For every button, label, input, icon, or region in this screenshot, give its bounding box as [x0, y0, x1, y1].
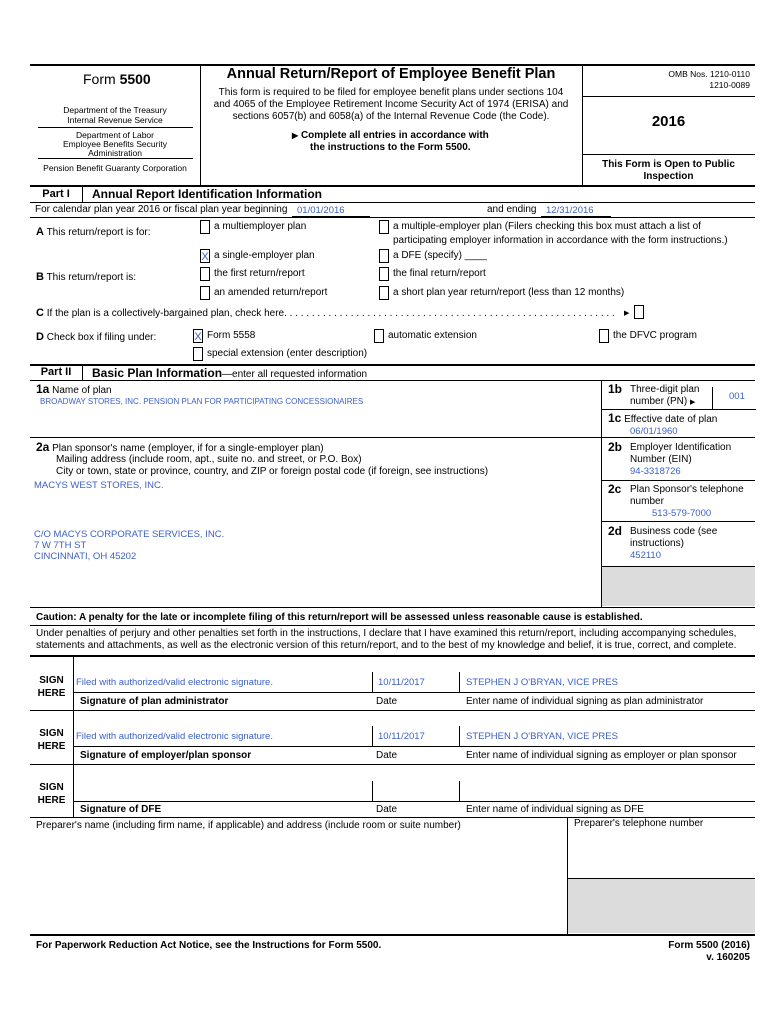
line-2b-label-1: Employer Identification — [630, 442, 732, 453]
name-admin-label: Enter name of individual signing as plan administrator — [466, 696, 704, 707]
sig-dfe-label: Signature of DFE — [80, 804, 162, 815]
multiple-employer-label-2: participating employer information in accordance with the form instructions.) — [393, 235, 728, 246]
line-a: A This return/report is for: — [36, 226, 151, 238]
multiemployer-label: a multiemployer plan — [214, 221, 307, 232]
single-employer-checkbox[interactable]: X — [201, 251, 209, 263]
preparer-name-label: Preparer's name (including firm name, if applicable) and address (include room or suite number) — [36, 820, 461, 831]
admin-signature[interactable]: Filed with authorized/valid electronic signature. — [76, 677, 273, 688]
calendar-year-text: For calendar plan year 2016 or fiscal plan year beginning — [35, 204, 288, 215]
special-extension-checkbox[interactable] — [193, 347, 203, 361]
omb-number-1: OMB Nos. 1210-0110 — [668, 69, 750, 79]
sponsor-address-1[interactable]: C/O MACYS CORPORATE SERVICES, INC. — [34, 529, 225, 540]
final-return-label: the final return/report — [393, 268, 486, 279]
collectively-bargained-checkbox[interactable] — [634, 305, 644, 319]
irs: Internal Revenue Service — [67, 115, 163, 125]
line-1b-label-1: Three-digit plan — [630, 384, 700, 395]
part-2-label: Part II — [30, 365, 83, 380]
line-d: D Check box if filing under: — [36, 331, 157, 343]
footer-version: v. 160205 — [706, 952, 750, 963]
effective-date[interactable]: 06/01/1960 — [630, 426, 678, 437]
sig-admin-label: Signature of plan administrator — [80, 696, 229, 707]
auto-extension-checkbox[interactable] — [374, 329, 384, 343]
sponsor-date[interactable]: 10/11/2017 — [378, 731, 425, 742]
sig-sponsor-label: Signature of employer/plan sponsor — [80, 750, 252, 761]
form-desc-2: and 4065 of the Employee Retirement Income Security Act of 1974 (ERISA) and — [213, 99, 569, 110]
sponsor-signature[interactable]: Filed with authorized/valid electronic signature. — [76, 731, 273, 742]
complete-instructions-1: ▶ Complete all entries in accordance with — [292, 130, 489, 141]
line-1b-label-2: number (PN) ▶ — [630, 396, 696, 407]
first-return-label: the first return/report — [214, 268, 305, 279]
part-2-title: Basic Plan Information—enter all requested information — [92, 366, 368, 380]
dfe-label: a DFE (specify) ____ — [393, 250, 487, 261]
preparer-shaded-box — [568, 878, 755, 933]
line-2a: 2a Plan sponsor's name (employer, if for a single-employer plan) — [36, 440, 324, 454]
dept-labor: Department of Labor — [76, 130, 154, 140]
perjury-text-1: Under penalties of perjury and other penalties set forth in the instructions, I declare that I have examined this return/report, including accompanying schedules, — [36, 628, 737, 639]
dfvc-label: the DFVC program — [613, 330, 697, 341]
form-desc-1: This form is required to be filed for employee benefit plans under sections 104 — [218, 87, 564, 98]
tax-year: 2016 — [651, 113, 686, 130]
shaded-box — [602, 566, 755, 606]
line-1a: 1a Name of plan — [36, 382, 112, 396]
open-inspection-1: This Form is Open to Public — [602, 159, 735, 170]
single-employer-label: a single-employer plan — [214, 250, 315, 261]
pbgc: Pension Benefit Guaranty Corporation — [43, 163, 187, 173]
line-2d-label-2: instructions) — [630, 538, 684, 549]
footer-form-year: Form 5500 (2016) — [668, 940, 750, 951]
line-1b: 1b — [608, 382, 623, 396]
line-2b: 2b — [608, 440, 623, 454]
first-return-checkbox[interactable] — [200, 267, 210, 281]
plan-name[interactable]: BROADWAY STORES, INC. PENSION PLAN FOR PARTICIPATING CONCESSIONAIRES — [40, 397, 364, 406]
sponsor-address-2[interactable]: 7 W 7TH ST — [34, 540, 87, 551]
arrow-right-icon: ▶ — [292, 131, 299, 140]
amended-return-label: an amended return/report — [214, 287, 328, 298]
line-c: C If the plan is a collectively-bargained plan, check here. . . . . . . . . . . . . . . . . . . . . . . . . . . . . . . . . . . . . . . . . . . . . . . . . . . . . . . . . . . . — [36, 307, 615, 319]
business-code[interactable]: 452110 — [630, 550, 661, 561]
amended-return-checkbox[interactable] — [200, 286, 210, 300]
admin-date[interactable]: 10/11/2017 — [378, 677, 425, 688]
line-2a-mailing: Mailing address (include room, apt., suite no. and street, or P.O. Box) — [56, 454, 362, 465]
sponsor-signer-name[interactable]: STEPHEN J O'BRYAN, VICE PRES — [466, 731, 618, 742]
form-title: Annual Return/Report of Employee Benefit Plan — [226, 66, 556, 82]
special-extension-label: special extension (enter description) — [207, 348, 368, 359]
plan-year-end[interactable]: 12/31/2016 — [546, 205, 594, 216]
plan-number-box[interactable] — [712, 387, 756, 410]
dfvc-checkbox[interactable] — [599, 329, 609, 343]
and-ending-text: and ending — [487, 204, 537, 215]
sign-here-1: SIGN HERE — [37, 675, 66, 699]
line-2c-label-2: number — [630, 496, 664, 507]
date-label-2: Date — [376, 750, 398, 761]
line-2c: 2c — [608, 482, 622, 496]
ein[interactable]: 94-3318726 — [630, 466, 681, 477]
final-return-checkbox[interactable] — [379, 267, 389, 281]
multiple-employer-checkbox[interactable] — [379, 220, 389, 234]
plan-year-begin[interactable]: 01/01/2016 — [297, 205, 345, 216]
multiemployer-checkbox[interactable] — [200, 220, 210, 234]
paperwork-notice: For Paperwork Reduction Act Notice, see the Instructions for Form 5500. — [36, 940, 382, 951]
sponsor-phone[interactable]: 513-579-7000 — [652, 508, 712, 519]
ebsa-line-2: Administration — [88, 148, 142, 158]
sponsor-address-3[interactable]: CINCINNATI, OH 45202 — [34, 551, 137, 562]
form5558-label: Form 5558 — [207, 330, 256, 341]
admin-name[interactable]: STEPHEN J O'BRYAN, VICE PRES — [466, 677, 618, 688]
sign-here-3: SIGN HERE — [37, 782, 66, 806]
short-year-checkbox[interactable] — [379, 286, 389, 300]
name-dfe-label: Enter name of individual signing as DFE — [466, 804, 644, 815]
sponsor-name[interactable]: MACYS WEST STORES, INC. — [34, 480, 164, 491]
form-label: Form 5500 — [83, 71, 151, 87]
line-2d: 2d — [608, 524, 623, 538]
sign-here-2: SIGN HERE — [37, 728, 66, 752]
caution-text: Caution: A penalty for the late or incomplete filing of this return/report will be assessed unless reasonable cause is established. — [36, 612, 643, 623]
auto-extension-label: automatic extension — [388, 330, 477, 341]
ebsa-line-1: Employee Benefits Security — [63, 139, 167, 149]
form5558-checkbox[interactable]: X — [194, 331, 202, 343]
plan-number: 001 — [729, 391, 745, 402]
line-2d-label-1: Business code (see — [630, 526, 718, 537]
dept-treasury: Department of the Treasury — [63, 105, 167, 115]
preparer-phone-label: Preparer's telephone number — [574, 818, 704, 829]
line-2c-label-1: Plan Sponsor's telephone — [630, 484, 744, 495]
name-sponsor-label: Enter name of individual signing as employer or plan sponsor — [466, 750, 737, 761]
arrow-right-icon: ▶ — [690, 399, 696, 406]
part-1-label: Part I — [30, 186, 83, 202]
line-1c: 1c Effective date of plan — [608, 411, 718, 425]
complete-instructions-2: the instructions to the Form 5500. — [310, 142, 471, 153]
date-label-1: Date — [376, 696, 398, 707]
omb-number-2: 1210-0089 — [709, 80, 750, 90]
open-inspection-2: Inspection — [643, 171, 694, 182]
short-year-label: a short plan year return/report (less than 12 months) — [393, 287, 625, 298]
multiple-employer-label-1: a multiple-employer plan (Filers checking this box must attach a list of — [393, 221, 701, 232]
date-label-3: Date — [376, 804, 398, 815]
line-2a-city: City or town, state or province, country, and ZIP or foreign postal code (if foreign, see instructions) — [56, 466, 489, 477]
part-1-title: Annual Report Identification Information — [92, 187, 322, 201]
arrow-right-icon: ▶ — [624, 310, 630, 317]
dfe-checkbox[interactable] — [379, 249, 389, 263]
line-b: B This return/report is: — [36, 271, 137, 283]
line-2b-label-2: Number (EIN) — [630, 454, 692, 465]
perjury-text-2: statements and attachments, as well as the electronic version of this return/report, and to the best of my knowledge and belief, it is true, correct, and complete. — [36, 640, 737, 651]
form-desc-3: sections 6057(b) and 6058(a) of the Internal Revenue Code (the Code). — [232, 111, 550, 122]
